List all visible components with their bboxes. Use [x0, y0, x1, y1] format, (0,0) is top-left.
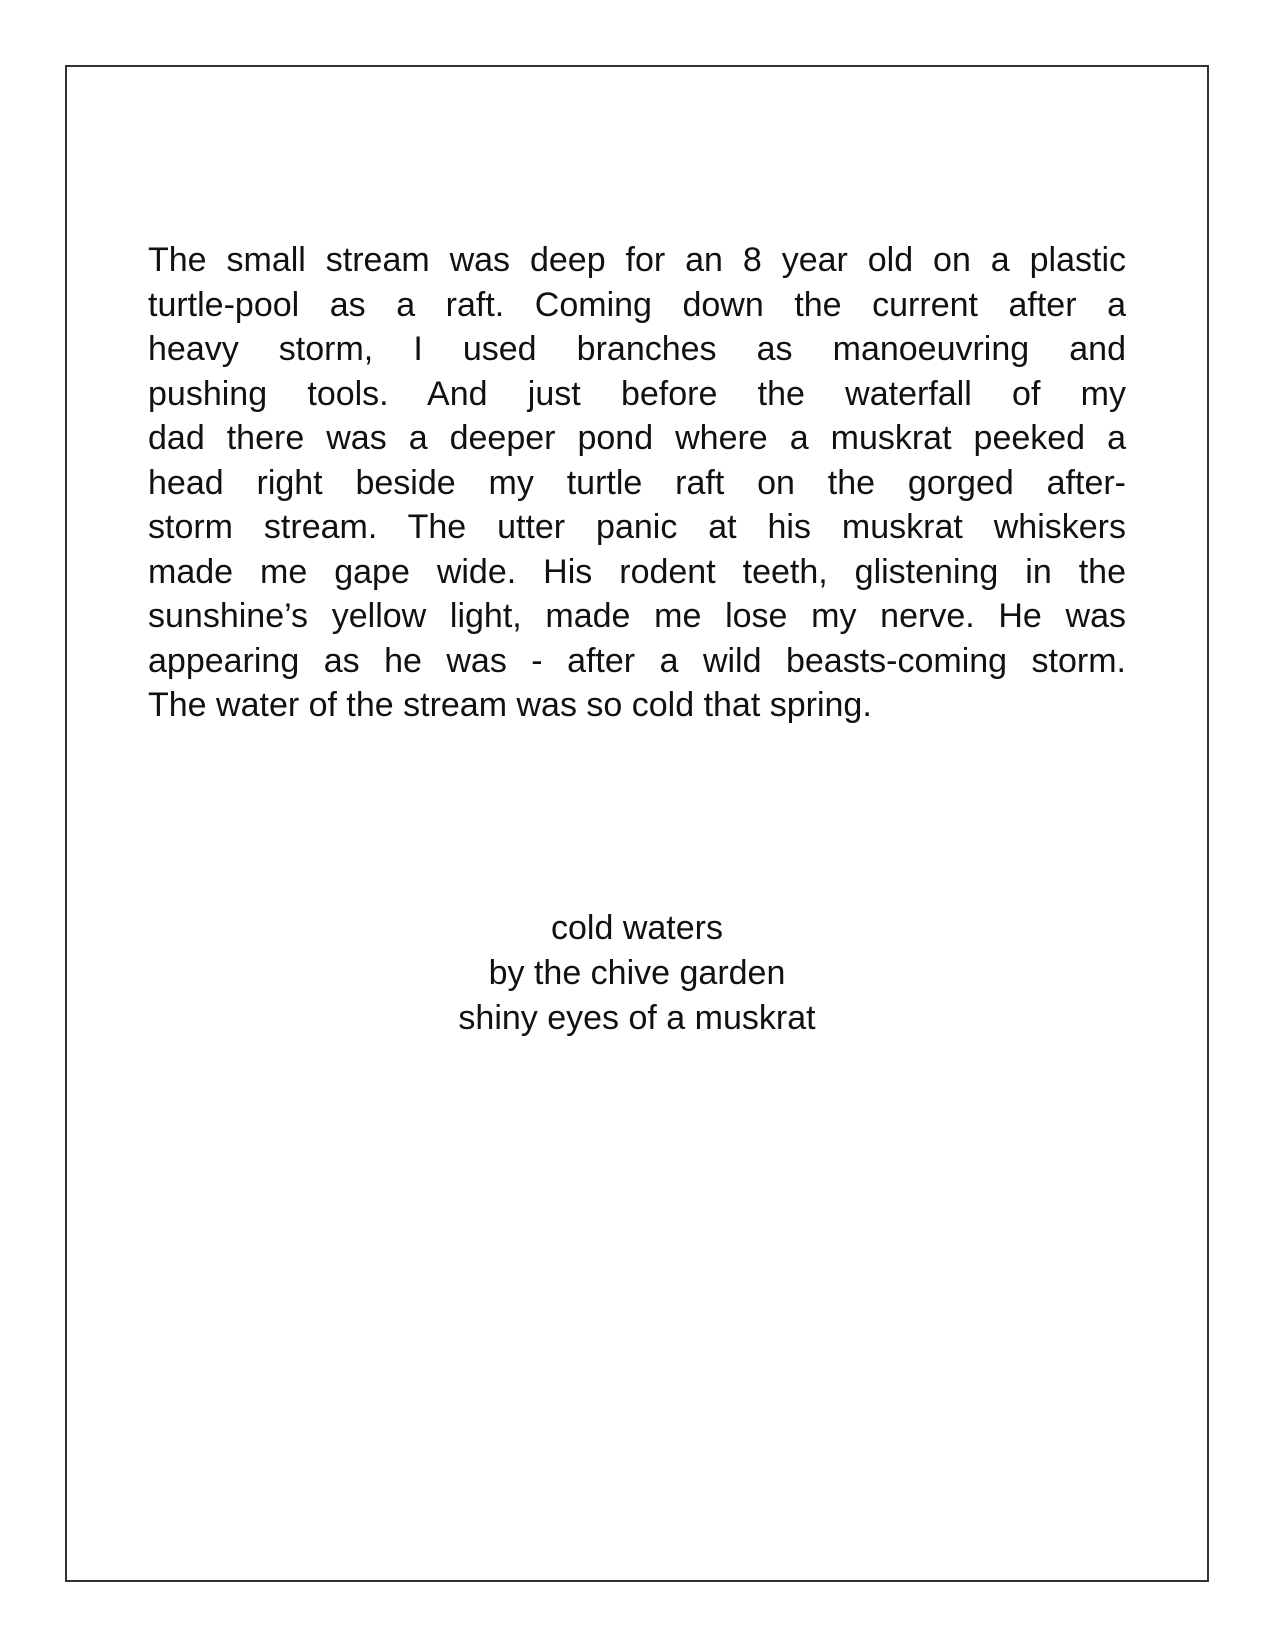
- haiku-line: by the chive garden: [488, 954, 786, 992]
- haiku-line: shiny eyes of a muskrat: [458, 999, 816, 1037]
- prose-line: sunshine’s yellow light, made me lose my nerve. He was: [148, 597, 1126, 635]
- prose-line: appearing as he was - after a wild beasts-coming storm.: [148, 641, 1126, 680]
- prose-line: The water of the stream was so cold that spring.: [148, 686, 872, 724]
- haiku: [65, 906, 1209, 1041]
- prose-line: turtle-pool as a raft. Coming down the current after a: [148, 285, 1126, 324]
- prose-line: dad there was a deeper pond where a muskrat peeked a: [148, 419, 1126, 457]
- prose-line: storm stream. The utter panic at his muskrat whiskers: [148, 508, 1126, 546]
- haiku-line: cold waters: [551, 909, 723, 947]
- prose-line: made me gape wide. His rodent teeth, glistening in the: [148, 552, 1126, 591]
- prose-line: head right beside my turtle raft on the gorged after-: [148, 463, 1126, 502]
- prose-line: heavy storm, I used branches as manoeuvring and: [148, 330, 1126, 368]
- prose-line: pushing tools. And just before the waterfall of my: [148, 374, 1126, 413]
- prose-line: The small stream was deep for an 8 year old on a plastic: [148, 241, 1126, 279]
- prose-paragraph: [148, 238, 1126, 728]
